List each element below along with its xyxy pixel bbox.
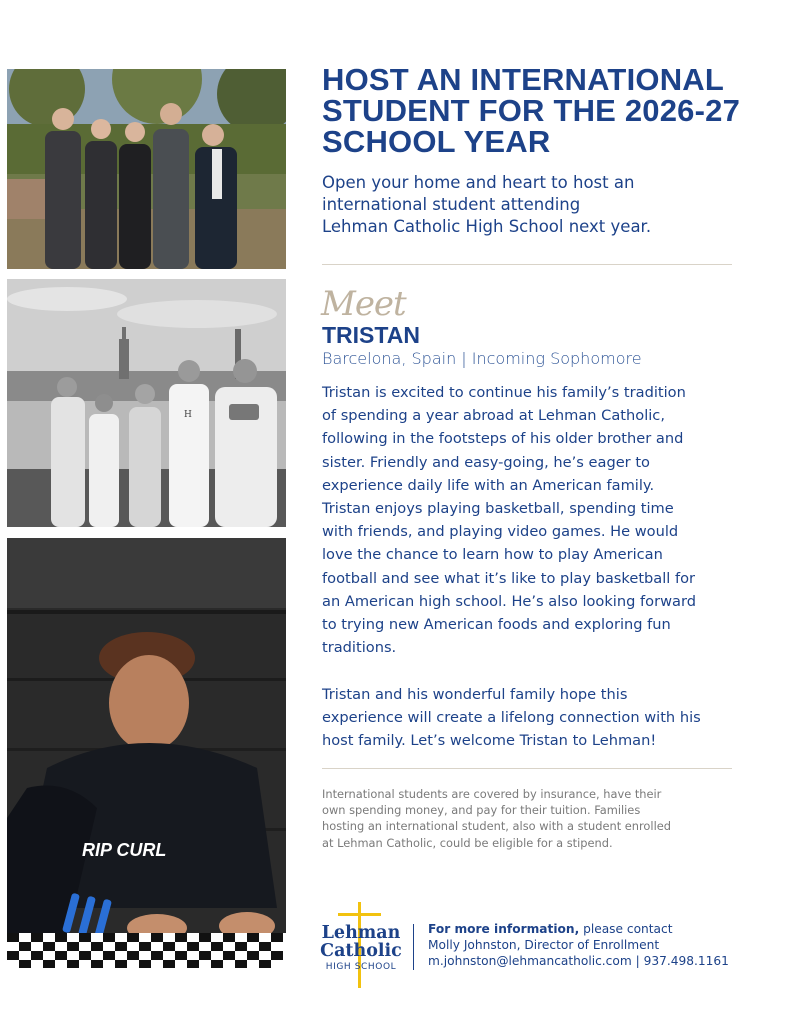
meet-script-label: Meet	[321, 284, 406, 324]
contact-info	[428, 921, 768, 969]
intro-line-2: international student attending	[322, 195, 581, 214]
bio-line: following in the footsteps of his older brother and	[322, 430, 684, 448]
bio-line: football and see what it’s like to play basketball for	[322, 569, 696, 587]
disclaimer-line: hosting an international student, also with a student enrolled	[322, 819, 671, 834]
student-bio	[322, 381, 742, 659]
bio-line: traditions.	[322, 639, 397, 657]
school-logo	[320, 902, 402, 988]
logo-text-lehman: Lehman	[321, 923, 401, 943]
family-photo-skyline	[7, 279, 286, 527]
bio-line: love the chance to learn how to play American	[322, 546, 663, 564]
bio-line: sister. Friendly and easy-going, he’s eager to	[322, 453, 650, 471]
disclaimer-line: at Lehman Catholic, could be eligible for a stipend.	[322, 835, 613, 850]
student-name: TRISTAN	[322, 322, 420, 348]
bio-line: an American high school. He’s also looking forward	[322, 592, 696, 610]
bio-line: host family. Let’s welcome Tristan to Lehman!	[322, 732, 657, 750]
headline-line-2: STUDENT FOR THE 2026-27	[322, 93, 741, 128]
contact-email-phone[interactable]: m.johnston@lehmancatholic.com | 937.498.1161	[428, 954, 729, 968]
disclaimer-line: International students are covered by insurance, have their	[322, 787, 662, 801]
contact-lead-rest: please contact	[579, 922, 673, 936]
cross-icon-horizontal	[338, 913, 381, 916]
intro-line-1: Open your home and heart to host an	[322, 173, 635, 192]
page-headline	[322, 64, 752, 157]
contact-lead	[428, 921, 768, 937]
intro-line-3: Lehman Catholic High School next year.	[322, 217, 652, 236]
shirt-logo-text: RIP CURL	[82, 840, 167, 860]
student-subtitle: Barcelona, Spain | Incoming Sophomore	[322, 349, 642, 368]
bio-line: experience will create a lifelong connection with his	[322, 709, 701, 727]
bio-line: experience daily life with an American family.	[322, 476, 655, 494]
bio-line: of spending a year abroad at Lehman Catholic,	[322, 407, 665, 425]
headline-line-3: SCHOOL YEAR	[322, 124, 551, 159]
family-photo-garden	[7, 69, 286, 269]
contact-person: Molly Johnston, Director of Enrollment	[428, 938, 660, 952]
intro-text	[322, 172, 682, 238]
bio-line: Tristan is excited to continue his family’s tradition	[322, 384, 686, 401]
section-divider-bottom	[322, 768, 732, 769]
logo-text-high-school: HIGH SCHOOL	[325, 962, 397, 972]
headline-line-1: HOST AN INTERNATIONAL	[322, 62, 725, 97]
section-divider-top	[322, 264, 732, 265]
disclaimer-line: own spending money, and pay for their tuition. Families	[322, 803, 641, 818]
tee-letter: H	[184, 410, 192, 420]
bio-line: to trying new American foods and exploring fun	[322, 616, 671, 634]
bio-line: Tristan enjoys playing basketball, spending time	[322, 500, 674, 518]
logo-text-catholic: Catholic	[320, 941, 402, 961]
hosting-disclaimer	[322, 786, 732, 851]
contact-lead-bold: For more information,	[428, 922, 580, 936]
contact-divider	[413, 924, 414, 970]
bio-line: Tristan and his wonderful family hope this	[322, 686, 628, 703]
bio-line: with friends, and playing video games. He would	[322, 523, 679, 541]
student-portrait-photo	[7, 538, 286, 968]
student-bio-closing	[322, 683, 742, 753]
